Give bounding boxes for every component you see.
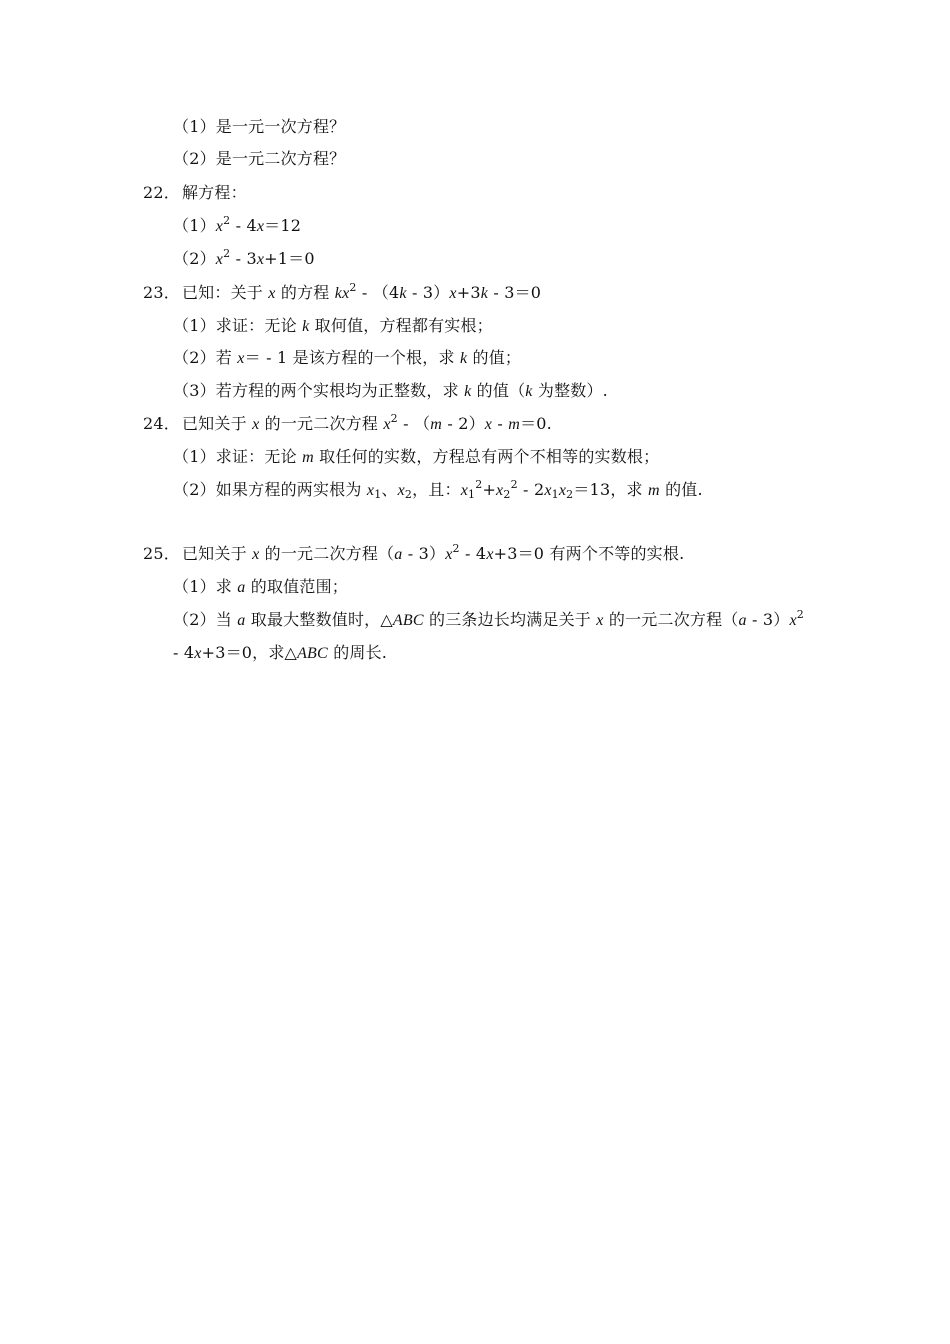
q21-part-1: （1）是一元一次方程？ [173, 117, 346, 136]
q25-heading: 25． 已知关于 x 的一元二次方程$(a - 3)x^2 - 4x+3=0$ 有两个不等的实根. [143, 542, 685, 563]
q24-part-1: （1）求证：无论 m 取任何的实数，方程总有两个不相等的实数根； [173, 447, 660, 466]
q23-part-3: （3）若方程的两个实根均为正整数，求 k 的值（k 为整数）. [173, 381, 608, 400]
q25-part-2: （2）当 a 取最大整数值时，△ABC 的三条边长均满足关于 x 的一元二次方程$(a - 3)x^2$ [173, 608, 804, 629]
q22-part-2: $(2)x^2 - 3x+1=0$ [173, 247, 315, 268]
q23-part-2: （2）若 x＝ - 1 是该方程的一个根，求 k 的值； [173, 348, 522, 367]
q23-heading: 23． 已知：关于 x 的方程 $kx^2 - (4k - 3)x+3k - 3=0$ [143, 281, 542, 302]
q23-part-1: （1）求证：无论 k 取何值，方程都有实根； [173, 316, 493, 335]
q21-part-2: （2）是一元二次方程？ [173, 149, 346, 168]
q22-part-1: $(1)x^2 - 4x=12$ [173, 214, 302, 235]
q24-part-2: （2）如果方程的两实根为 $x_1$、$x_2$，且：$x_1^2+x_2^2 - 2x_1x_2=13$，求 m 的值. [173, 478, 703, 501]
q24-heading: 24． 已知关于 x 的一元二次方程 $x^2 - (m - 2)x - m=0$. [143, 412, 552, 433]
q22-heading: 22． 解方程： [143, 183, 247, 202]
q25-part-2-continued: - 4x+3＝0，求△ABC 的周长. [173, 643, 388, 662]
q25-part-1: （1）求 a 的取值范围； [173, 577, 348, 596]
